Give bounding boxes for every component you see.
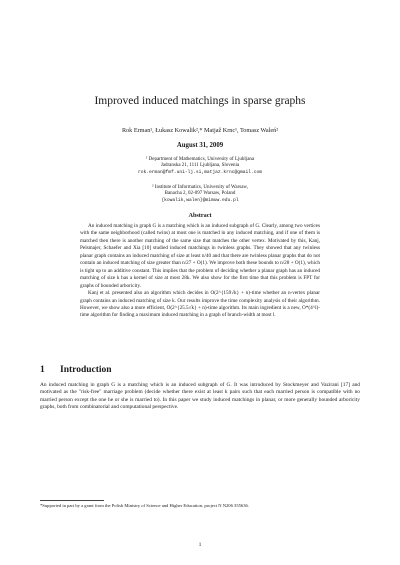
- paper-title: Improved induced matchings in sparse graphs: [94, 95, 306, 107]
- abstract-heading: Abstract: [188, 212, 212, 219]
- affiliation-2-address: Banacha 2, 02-097 Warsaw, Poland: [164, 191, 236, 197]
- section-title: Introduction: [60, 365, 112, 375]
- abstract-paragraph-1: An induced matching in graph G is a matching which is an induced subgraph of G. Clearly, among two vertices with the same neighborhood (called twins) at most one is matched in any induced matching, and if one of them is matched then there is another matching of the same size that matches the other vertex. Motivated by this, Kanj, Pelsmajer, Schaefer and Xia [10] studied induced matchings in twinless graphs. They showed that any twinless planar graph contains an induced matching of size at least n/40 and that there are twinless planar graphs that do not contain an induced matching of size greater than n/27 + O(1). We improve both these bounds to n/28 + O(1), which is tight up to an additive constant. This implies that the problem of deciding whether a planar graph has an induced matching of size k has a kernel of size at most 28k. We also show for the first time that this problem is FPT for graphs of bounded arboricity.: [80, 223, 320, 289]
- introduction-paragraph: An induced matching in graph G is a matching which is an induced subgraph of G. It was introduced by Stockmeyer and Vazirani [17] and motivated as the "risk-free" marriage problem (decide whether there exist at least k pairs such that each married person is compatible with no married person except the one he or she is married to). In this paper we study induced matchings in planar, or more generally bounded arboricity graphs, both from combinatorial and computational perspective.: [40, 382, 360, 411]
- abstract-paragraph-2: Kanj et al. presented also an algorithm which decides in O(2^{159√k} + n)-time whether an n-vertex planar graph contains an induced matching of size k. Our results improve the time complexity analysis of their algorithm. However, we show also a more efficient, O(2^{25.5√k} + n)-time algorithm. Its main ingredient is a new, O*(4^l)-time algorithm for finding a maximum induced matching in a graph of branch-width at most l.: [80, 290, 320, 319]
- affiliation-2-department: ² Institute of Informatics, University of Warsaw,: [152, 185, 248, 190]
- paper-date: August 31, 2009: [176, 142, 224, 149]
- section-number: 1: [40, 365, 45, 375]
- affiliation-1-department: ¹ Department of Mathematics, University of Ljubljana: [145, 157, 255, 162]
- author-list: Rok Erman¹, Łukasz Kowalik²,* Matjaž Krnc¹, Tomasz Waleń²: [121, 127, 279, 134]
- abstract-body: [80, 223, 320, 320]
- affiliation-2-email: {kowalik,walen}@mimuw.edu.pl: [161, 197, 239, 203]
- footnote-rule: [40, 500, 104, 501]
- page-number: 1: [198, 542, 202, 548]
- affiliation-1: [0, 157, 400, 176]
- affiliation-1-address: Jadranska 21, 1111 Ljubljana, Slovenia: [160, 163, 240, 169]
- affiliation-2: [0, 185, 400, 204]
- introduction-body: [40, 382, 360, 412]
- section-heading: [40, 365, 112, 375]
- affiliation-1-email: rok.erman@fmf.uni-lj.si,matjaz.krnc@gmail.com: [137, 169, 263, 175]
- footnote: *Supported in part by a grant from the Polish Ministry of Science and Higher Education, project N N206 355636.: [40, 503, 249, 508]
